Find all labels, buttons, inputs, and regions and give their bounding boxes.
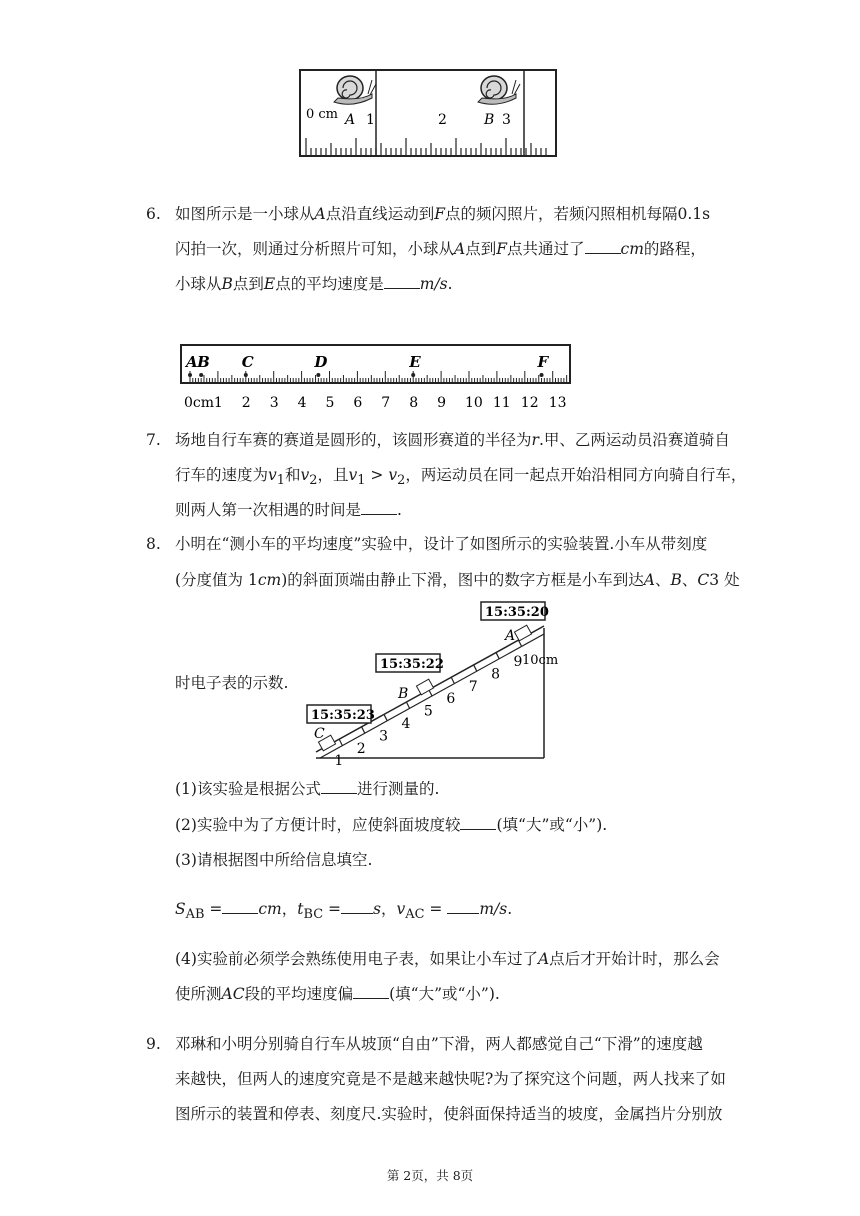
question-7-number: 7. [146, 431, 161, 449]
incline-mark-label: 4 [401, 715, 411, 732]
question-8-sub-2: (2)实验中为了方便计时，应使斜面坡度较 (填“大”或“小”). [175, 816, 608, 834]
ruler-tick-label: 1 [213, 395, 223, 411]
question-8-sub-1: (1)该实验是根据公式 进行测量的. [175, 780, 440, 798]
incline-figure [300, 600, 570, 770]
question-7-line-1: 场地自行车赛的赛道是圆形的，该圆形赛道的半径为r.甲、乙两运动员沿赛道骑自 [175, 431, 730, 449]
ruler-point-label: D [314, 353, 328, 371]
incline-tick [384, 715, 387, 721]
question-8-line-2: (分度值为 1cm)的斜面顶端由静止下滑，图中的数字方框是小车到达A、B、C3 处 [175, 571, 740, 589]
question-7-line-2: 行车的速度为$v_1$和$v_2$，且$v_1 > v_2$，两运动员在同一起点开始沿相同方向骑自行车， [175, 466, 747, 489]
answer-blank[interactable] [341, 899, 373, 914]
answer-blank[interactable] [353, 984, 389, 999]
question-8-line-3: 时电子表的示数. [175, 674, 289, 692]
answer-blank[interactable] [460, 815, 496, 830]
question-8-line-1: 小明在“测小车的平均速度”实验中，设计了如图所示的实验装置.小车从带刻度 [175, 535, 708, 553]
question-9-line-1: 邓琳和小明分别骑自行车从坡顶“自由”下滑，两人都感觉自己“下滑”的速度越 [175, 1035, 703, 1053]
snail-label-2: 2 [438, 112, 447, 128]
ruler-point-dot [188, 373, 192, 377]
incline-mark-label: 8 [491, 666, 501, 683]
question-6-line-1: 如图所示是一小球从A点沿直线运动到F点的频闪照片，若频闪照相机每隔0.1s [175, 205, 711, 223]
question-9-line-2: 来越快，但两人的速度究竟是不是越来越快呢?为了探究这个问题，两人找来了如 [175, 1070, 726, 1088]
ruler-point-dot [411, 373, 415, 377]
question-6-number: 6. [146, 205, 161, 223]
cart-b [416, 679, 433, 695]
question-8-number: 8. [146, 535, 161, 553]
ruler-point-label: E [409, 353, 421, 371]
incline-mark-label: 1 [334, 753, 344, 770]
page-footer: 第 2页，共 8页 [386, 1168, 474, 1183]
ruler-tick-label: 7 [381, 395, 391, 411]
question-8-formula-line: $S_{AB}$ = cm，$t_{BC} = s$，$v_{AC} = m/s$. [175, 900, 513, 923]
ruler-tick-label: 6 [353, 395, 363, 411]
ruler-point-label: B [197, 353, 210, 371]
ruler-tick-label: 4 [297, 395, 307, 411]
incline-mark-label: 6 [446, 691, 456, 708]
ruler-point-dot [244, 373, 248, 377]
ruler-tick-label: 2 [241, 395, 251, 411]
ruler-tick-label: 13 [548, 395, 567, 411]
question-9-number: 9. [146, 1035, 161, 1053]
answer-blank[interactable] [447, 899, 479, 914]
cart-a [514, 625, 531, 641]
incline-mark-label: 5 [423, 703, 433, 720]
ruler-point-dot [540, 373, 544, 377]
ruler-tick-labels [184, 395, 567, 411]
snail-ruler-ticks [306, 138, 546, 156]
incline-tick [451, 678, 454, 684]
answer-blank[interactable] [222, 899, 258, 914]
ruler-points [184, 353, 550, 377]
incline-tick [407, 702, 410, 708]
snail-ruler-unit: 0 cm [306, 107, 339, 122]
answer-blank[interactable] [321, 779, 357, 794]
incline-label-b: B [398, 686, 409, 702]
incline-mark-label: 3 [379, 728, 389, 745]
incline-mark-label: 9 [513, 653, 523, 670]
incline-tick [429, 690, 432, 696]
answer-blank[interactable] [585, 239, 621, 254]
ruler-tick-label: 10 [465, 395, 483, 411]
incline-tick [362, 727, 365, 733]
incline-mark-label: 7 [468, 678, 478, 695]
snail-icon-right [478, 76, 520, 104]
ruler-tick-label: 0cm [184, 395, 215, 411]
snail-label-1: 1 [366, 112, 375, 128]
ruler-ticks [190, 371, 567, 383]
incline-label-a: A [505, 628, 516, 644]
ruler-point-dot [199, 373, 203, 377]
svg-text:15:35:23: 15:35:23 [311, 708, 375, 723]
incline-label-c: C [314, 726, 325, 742]
answer-blank[interactable] [384, 274, 420, 289]
svg-text:15:35:20: 15:35:20 [485, 605, 549, 620]
ruler-tick-label: 5 [325, 395, 335, 411]
ruler-point-label: F [537, 353, 549, 371]
question-7-line-3: 则两人第一次相遇的时间是 . [175, 501, 402, 519]
snail-label-a: A [345, 112, 356, 128]
incline-tick [496, 653, 499, 659]
question-6-line-2: 闪拍一次，则通过分析照片可知，小球从A点到F点共通过了 cm的路程， [175, 240, 706, 258]
incline-mark-label: 2 [356, 740, 366, 757]
ruler-point-label: C [241, 353, 254, 371]
svg-text:15:35:22: 15:35:22 [380, 657, 444, 672]
snail-ruler-figure [298, 68, 558, 160]
incline-tick [339, 740, 342, 746]
incline-unit: 10cm [522, 653, 559, 668]
time-box-b [376, 654, 444, 672]
time-box-c [307, 705, 375, 723]
question-9-line-3: 图所示的装置和停表、刻度尺.实验时，使斜面保持适当的坡度，金属挡片分别放 [175, 1105, 723, 1123]
question-8-sub-3: (3)请根据图中所给信息填空. [175, 851, 373, 869]
answer-blank[interactable] [361, 500, 397, 515]
question-8-sub-4-line-2: 使所测AC段的平均速度偏 (填“大”或“小”). [175, 985, 500, 1003]
ruler-figure [180, 343, 572, 411]
incline-tick [474, 665, 477, 671]
snail-label-3: 3 [502, 112, 511, 128]
time-box-a [481, 602, 549, 620]
ruler-tick-label: 12 [520, 395, 539, 411]
question-8-sub-4-line-1: (4)实验前必须学会熟练使用电子表，如果让小车过了A点后才开始计时，那么会 [175, 950, 720, 968]
ruler-tick-label: 9 [437, 395, 447, 411]
ruler-tick-label: 11 [492, 395, 511, 411]
ruler-point-dot [316, 373, 320, 377]
ruler-tick-label: 3 [269, 395, 279, 411]
ruler-tick-label: 8 [409, 395, 419, 411]
snail-label-b: B [484, 112, 495, 128]
question-6-line-3: 小球从B点到E点的平均速度是 m/s. [175, 275, 453, 293]
snail-icon-left [334, 76, 376, 104]
ruler-point-label: A [186, 353, 198, 371]
